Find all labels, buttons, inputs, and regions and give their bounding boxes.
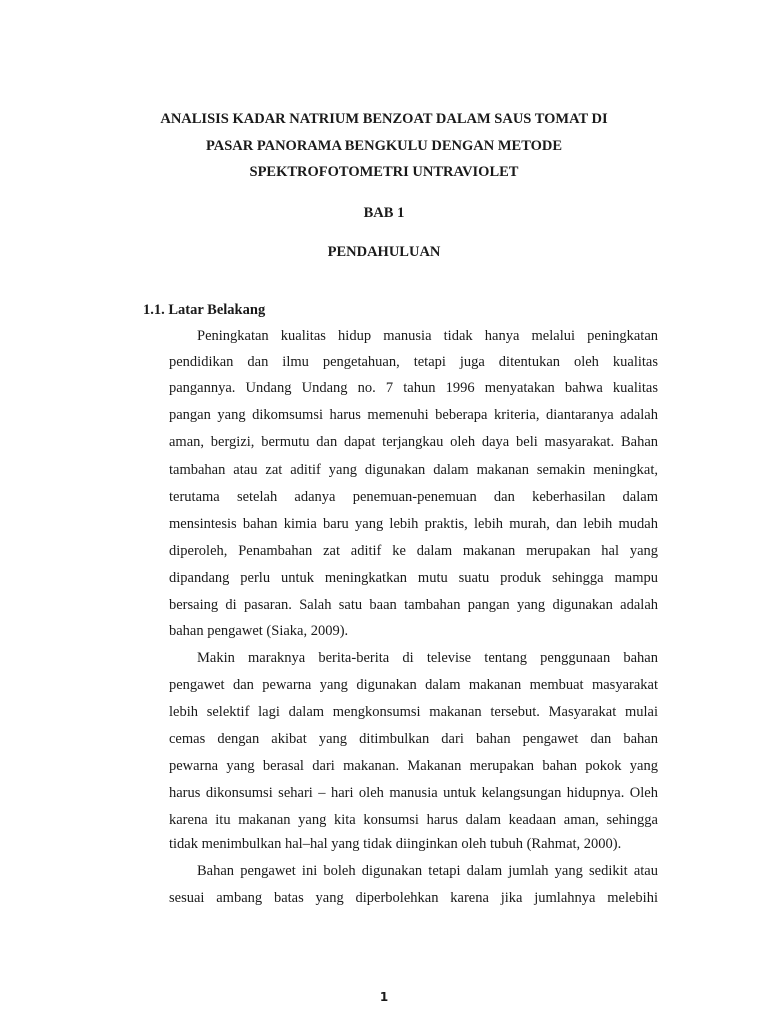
page-number: 1 <box>379 990 389 1004</box>
paragraph-1-line: mensintesis bahan kimia baru yang lebih praktis, lebih murah, dan lebih mudah <box>169 516 658 532</box>
paragraph-2-line: karena itu makanan yang kita konsumsi harus dalam keadaan aman, sehingga <box>169 812 658 828</box>
paragraph-2-line: pengawet dan pewarna yang digunakan dalam makanan membuat masyarakat <box>169 677 658 693</box>
paragraph-2-line: tidak menimbulkan hal–hal yang tidak diinginkan oleh tubuh (Rahmat, 2000). <box>169 836 622 852</box>
paragraph-1-line: pangan yang dikomsumsi harus memenuhi beberapa kriteria, diantaranya adalah <box>169 407 658 423</box>
paragraph-1-line: tambahan atau zat aditif yang digunakan dalam makanan semakin meningkat, <box>169 462 658 478</box>
paragraph-1-line: pendidikan dan ilmu pengetahuan, tetapi juga ditentukan oleh kualitas <box>169 354 658 370</box>
paragraph-2-line: cemas dengan akibat yang ditimbulkan dari bahan pengawet dan bahan <box>169 731 658 747</box>
paragraph-1-line: Peningkatan kualitas hidup manusia tidak hanya melalui peningkatan <box>197 328 658 344</box>
chapter-number: BAB 1 <box>363 205 405 221</box>
paragraph-1-line: pangannya. Undang Undang no. 7 tahun 1996 menyatakan bahwa kualitas <box>169 380 658 396</box>
document-title-line-3: SPEKTROFOTOMETRI UNTRAVIOLET <box>249 164 519 180</box>
paragraph-1-line: bersaing di pasaran. Salah satu baan tambahan pangan yang digunakan adalah <box>169 597 658 613</box>
document-title-line-2: PASAR PANORAMA BENGKULU DENGAN METODE <box>205 138 563 154</box>
paragraph-1-line: terutama setelah adanya penemuan-penemuan dan keberhasilan dalam <box>169 489 658 505</box>
paragraph-3-line: Bahan pengawet ini boleh digunakan tetapi dalam jumlah yang sedikit atau <box>197 863 658 879</box>
paragraph-1-line: bahan pengawet (Siaka, 2009). <box>169 623 349 639</box>
paragraph-3-line: sesuai ambang batas yang diperbolehkan karena jika jumlahnya melebihi <box>169 890 658 906</box>
document-title-line-1: ANALISIS KADAR NATRIUM BENZOAT DALAM SAUS TOMAT DI <box>160 111 608 127</box>
paragraph-2-line: Makin maraknya berita-berita di televise tentang penggunaan bahan <box>197 650 658 666</box>
paragraph-1-line: dipandang perlu untuk meningkatkan mutu suatu produk sehingga mampu <box>169 570 658 586</box>
paragraph-1-line: aman, bergizi, bermutu dan dapat terjangkau oleh daya beli masyarakat. Bahan <box>169 434 658 450</box>
paragraph-1-line: diperoleh, Penambahan zat aditif ke dalam makanan merupakan hal yang <box>169 543 658 559</box>
chapter-title: PENDAHULUAN <box>327 244 441 260</box>
paragraph-2-line: harus dikonsumsi sehari – hari oleh manusia untuk kelangsungan hidupnya. Oleh <box>169 785 658 801</box>
section-heading: 1.1. Latar Belakang <box>143 302 266 318</box>
paragraph-2-line: lebih selektif lagi dalam mengkonsumsi makanan tersebut. Masyarakat mulai <box>169 704 658 720</box>
paragraph-2-line: pewarna yang berasal dari makanan. Makanan merupakan bahan pokok yang <box>169 758 658 774</box>
